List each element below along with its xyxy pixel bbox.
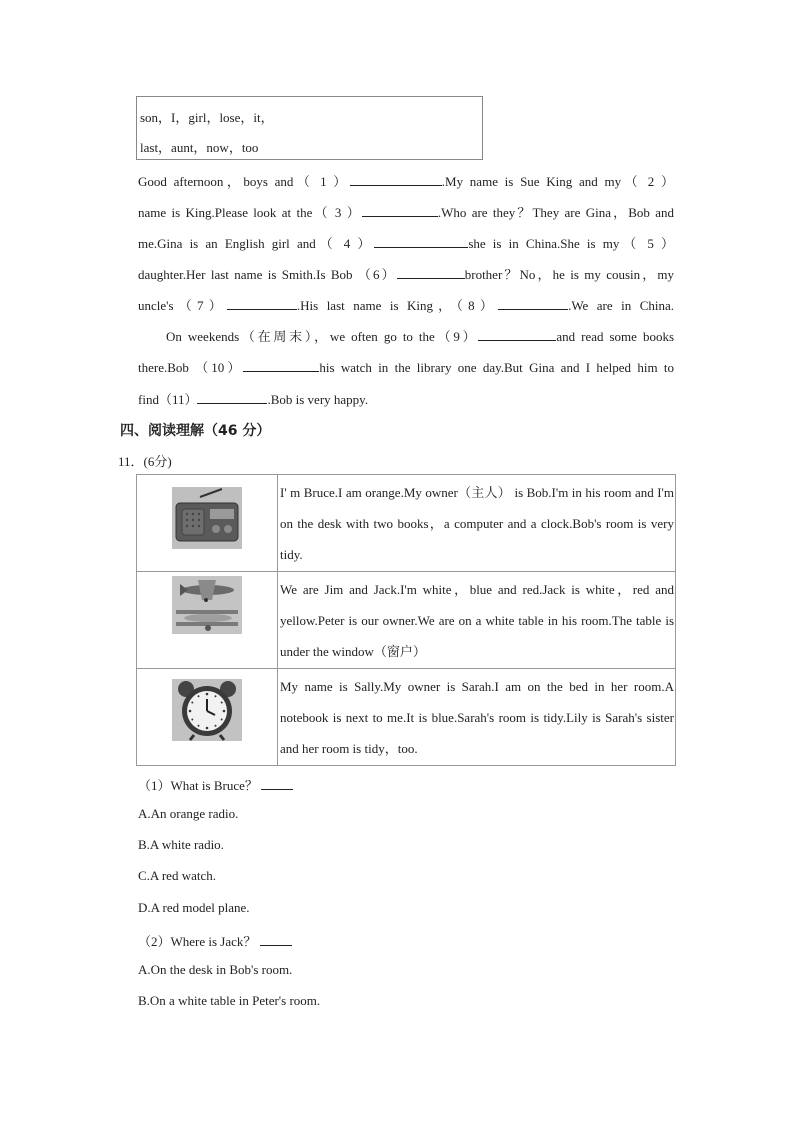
passage-line-2: [138, 202, 674, 221]
blank-7[interactable]: [227, 297, 297, 310]
passage-text: .Bob is very happy.: [267, 392, 369, 407]
passage-line-1: [138, 171, 674, 190]
blank-4[interactable]: [374, 235, 468, 248]
passage-text: uncle's（7）: [138, 298, 227, 313]
passage-line-6: [166, 326, 674, 345]
q2-option-b[interactable]: B.On a white table in Peter's room.: [138, 993, 321, 1008]
table-row: [137, 669, 676, 766]
passage-text: .Who are they？They are Gina，Bob and: [437, 205, 674, 220]
passage-text: brother？No，he is my cousin，my: [464, 267, 674, 282]
word-bank-row-1: son，I，girl，lose，it，: [140, 110, 274, 125]
passage-text: find（11）: [138, 392, 198, 407]
blank-9[interactable]: [478, 328, 556, 341]
passage-line-4: [138, 264, 674, 283]
q2-option-a[interactable]: A.On the desk in Bob's room.: [138, 962, 293, 977]
passage-text: .His last name is King，（8）: [296, 298, 499, 313]
blank-11[interactable]: [197, 391, 267, 404]
passage-text: daughter.Her last name is Smith.Is Bob （6）: [138, 267, 397, 282]
passage-text: Good afternoon，boys and（ 1 ）: [138, 174, 350, 189]
passage-cell-3: My name is Sally.My owner is Sarah.I am on the bed in her room.A notebook is next to me.It is blue.Sarah's room is tidy.Lily is Sarah's sister and her room is tidy，too.: [278, 669, 676, 766]
passage-text: she is in China.She is my（ 5 ）: [468, 236, 675, 251]
passage-text: me.Gina is an English girl and（ 4 ）: [138, 236, 375, 251]
q1-option-b[interactable]: B.A white radio.: [138, 837, 224, 852]
table-row: [137, 475, 676, 572]
image-cell: [137, 669, 278, 766]
alarm-clock-icon: [172, 679, 242, 741]
passage-text: .My name is Sue King and my（ 2 ）: [441, 174, 675, 189]
image-cell: [137, 475, 278, 572]
table-row: [137, 572, 676, 669]
question-number: 11．(6分): [118, 454, 172, 469]
passage-text: and read some books: [556, 329, 674, 344]
answer-blank-2[interactable]: [260, 933, 292, 946]
passage-text: name is King.Please look at the（ 3 ）: [138, 205, 362, 220]
image-cell: [137, 572, 278, 669]
passage-line-5: [138, 295, 674, 314]
question-2: [138, 931, 292, 950]
word-bank-box: [136, 96, 483, 160]
model-plane-icon: [172, 576, 242, 634]
passage-text: On weekends（在周末），we often go to the（9）: [166, 329, 479, 344]
passage-cell-2: We are Jim and Jack.I'm white，blue and red.Jack is white，red and yellow.Peter is our owner.We are on a white table in his room.The table is under the window（窗户）: [278, 572, 676, 669]
section-title: 四、阅读理解（46 分）: [120, 423, 271, 439]
passage-line-3: [138, 233, 674, 252]
question-1-stem: （1）What is Bruce？: [138, 778, 258, 793]
radio-icon: [172, 487, 242, 549]
passage-line-7: [138, 357, 674, 376]
question-1: [138, 775, 293, 794]
passage-cell-1: I' m Bruce.I am orange.My owner（主人） is Bob.I'm in his room and I'm on the desk with two books，a computer and a clock.Bob's room is very tidy.: [278, 475, 676, 572]
q1-option-a[interactable]: A.An orange radio.: [138, 806, 239, 821]
blank-10[interactable]: [243, 359, 319, 372]
blank-3[interactable]: [362, 204, 438, 217]
q1-option-d[interactable]: D.A red model plane.: [138, 900, 250, 915]
passage-text: .We are in China.: [568, 298, 674, 313]
passage-line-8: [138, 389, 674, 408]
blank-8[interactable]: [498, 297, 568, 310]
question-2-stem: （2）Where is Jack？: [138, 934, 257, 949]
passage-text: there.Bob （10）: [138, 360, 244, 375]
reading-table: [136, 474, 676, 766]
blank-6[interactable]: [397, 266, 465, 279]
blank-1[interactable]: [350, 173, 442, 186]
q1-option-c[interactable]: C.A red watch.: [138, 868, 216, 883]
answer-blank-1[interactable]: [261, 777, 293, 790]
word-bank-row-2: last，aunt，now，too: [140, 140, 259, 155]
passage-text: his watch in the library one day.But Gina and I helped him to: [319, 360, 674, 375]
